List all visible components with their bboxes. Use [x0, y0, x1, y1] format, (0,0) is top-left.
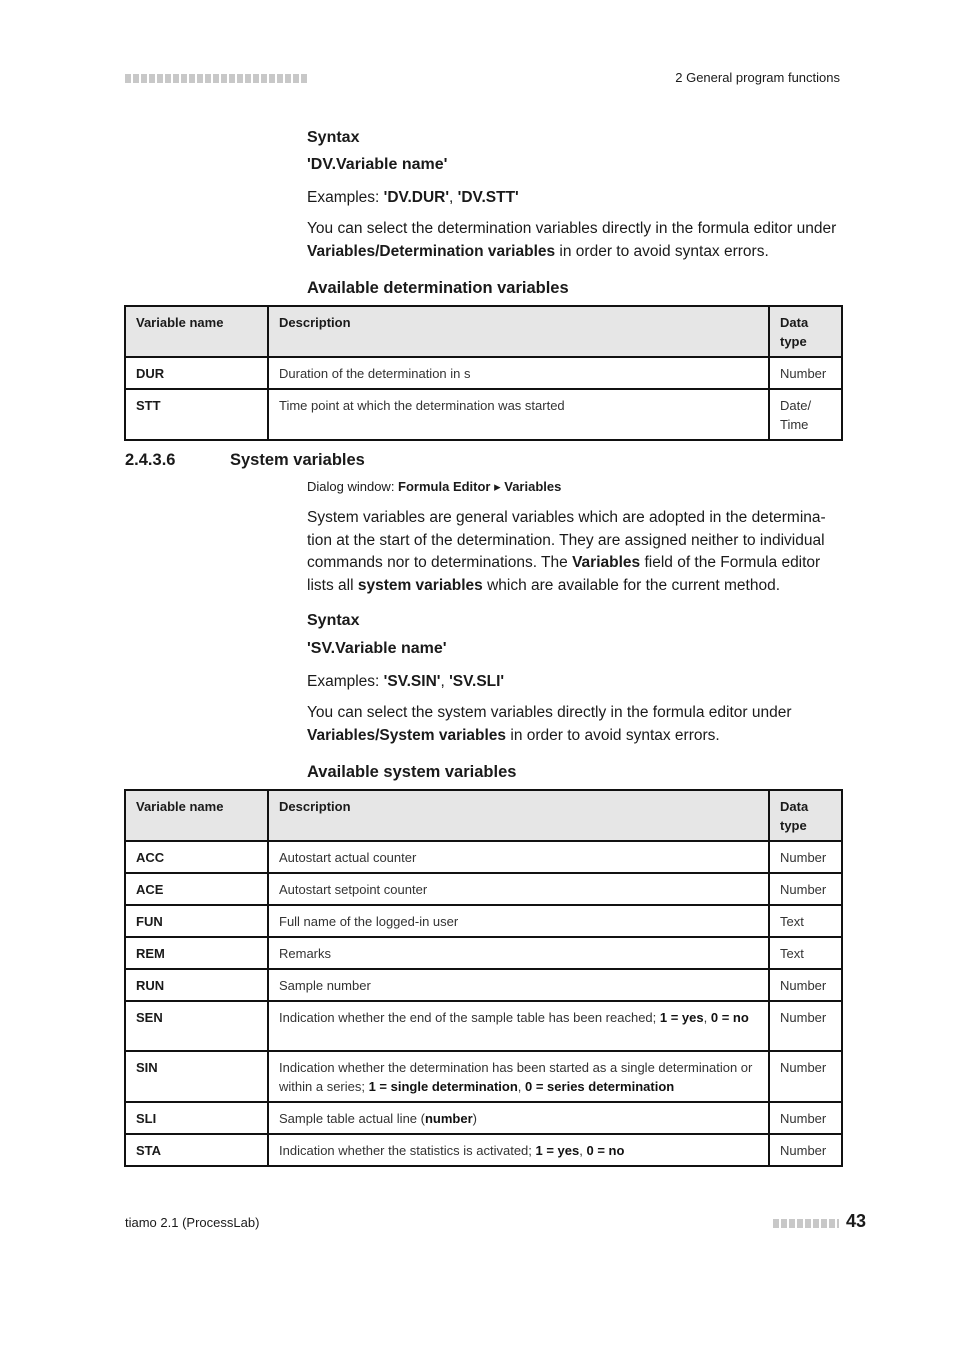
var-type: Number	[769, 1001, 842, 1051]
var-name: SIN	[125, 1051, 268, 1102]
table-row	[125, 389, 842, 440]
table-row	[125, 357, 842, 389]
footer-decoration	[773, 1219, 839, 1228]
col-header-desc: Description	[268, 790, 769, 841]
var-name: STA	[125, 1134, 268, 1166]
sv-intro: System variables are general variables which are adopted in the determina-tion at the start of the determination. They are assigned neither to individual commands nor to determinations. The Variables field of the Formula editor lists all system variables which are available for the current method.	[307, 509, 826, 594]
header-decoration	[125, 74, 307, 83]
var-type: Text	[769, 905, 842, 937]
var-desc: Sample table actual line (number)	[268, 1102, 769, 1134]
dv-table	[124, 305, 843, 441]
col-header-name: Variable name	[125, 306, 268, 357]
var-desc: Time point at which the determination was started	[268, 389, 769, 440]
var-type: Text	[769, 937, 842, 969]
header-section-title: 2 General program functions	[675, 70, 840, 85]
var-type: Number	[769, 1051, 842, 1102]
var-name: SLI	[125, 1102, 268, 1134]
dv-paragraph: You can select the determination variables directly in the formula editor under Variables/Determination variables in order to avoid syntax errors.	[307, 220, 837, 260]
var-type: Date/ Time	[769, 389, 842, 440]
table-row	[125, 905, 842, 937]
sv-syntax-heading: Syntax	[307, 612, 360, 629]
var-type: Number	[769, 1102, 842, 1134]
table-row	[125, 969, 842, 1001]
col-header-type: Data type	[769, 790, 842, 841]
table-row	[125, 1001, 842, 1051]
col-header-type: Data type	[769, 306, 842, 357]
col-header-name: Variable name	[125, 790, 268, 841]
var-name: REM	[125, 937, 268, 969]
var-type: Number	[769, 1134, 842, 1166]
var-desc: Remarks	[268, 937, 769, 969]
table-header-row	[125, 790, 842, 841]
var-desc: Autostart setpoint counter	[268, 873, 769, 905]
section-number: 2.4.3.6	[125, 451, 176, 469]
dv-examples: Examples: 'DV.DUR', 'DV.STT'	[307, 189, 519, 206]
sv-table	[124, 789, 843, 1167]
sv-syntax-code: 'SV.Variable name'	[307, 640, 447, 657]
table-row	[125, 1051, 842, 1102]
dv-table-heading: Available determination variables	[307, 279, 569, 297]
dv-syntax-code: 'DV.Variable name'	[307, 156, 448, 173]
var-name: FUN	[125, 905, 268, 937]
var-name: SEN	[125, 1001, 268, 1051]
section-title: System variables	[230, 451, 365, 469]
var-desc: Sample number	[268, 969, 769, 1001]
dv-syntax-heading: Syntax	[307, 129, 360, 146]
var-type: Number	[769, 969, 842, 1001]
var-name: ACE	[125, 873, 268, 905]
var-type: Number	[769, 841, 842, 873]
var-desc: Full name of the logged-in user	[268, 905, 769, 937]
sv-paragraph: You can select the system variables directly in the formula editor under Variables/System variables in order to avoid syntax errors.	[307, 704, 792, 744]
var-name: STT	[125, 389, 268, 440]
var-name: ACC	[125, 841, 268, 873]
var-desc: Duration of the determination in s	[268, 357, 769, 389]
sv-examples: Examples: 'SV.SIN', 'SV.SLI'	[307, 673, 505, 690]
table-row	[125, 841, 842, 873]
var-desc: Autostart actual counter	[268, 841, 769, 873]
var-type: Number	[769, 357, 842, 389]
table-row	[125, 1102, 842, 1134]
var-desc: Indication whether the end of the sample table has been reached; 1 = yes, 0 = no	[268, 1001, 769, 1051]
col-header-desc: Description	[268, 306, 769, 357]
var-desc: Indication whether the determination has been started as a single determination or within a series; 1 = single determination, 0 = series determination	[268, 1051, 769, 1102]
table-row	[125, 873, 842, 905]
footer-product: tiamo 2.1 (ProcessLab)	[125, 1215, 260, 1230]
table-row	[125, 1134, 842, 1166]
var-name: DUR	[125, 357, 268, 389]
sv-table-heading: Available system variables	[307, 763, 517, 781]
page-number: 43	[846, 1211, 867, 1231]
var-type: Number	[769, 873, 842, 905]
table-header-row	[125, 306, 842, 357]
var-desc: Indication whether the statistics is activated; 1 = yes, 0 = no	[268, 1134, 769, 1166]
var-name: RUN	[125, 969, 268, 1001]
dialog-window-path: Dialog window: Formula Editor ▸ Variables	[307, 479, 562, 494]
table-row	[125, 937, 842, 969]
